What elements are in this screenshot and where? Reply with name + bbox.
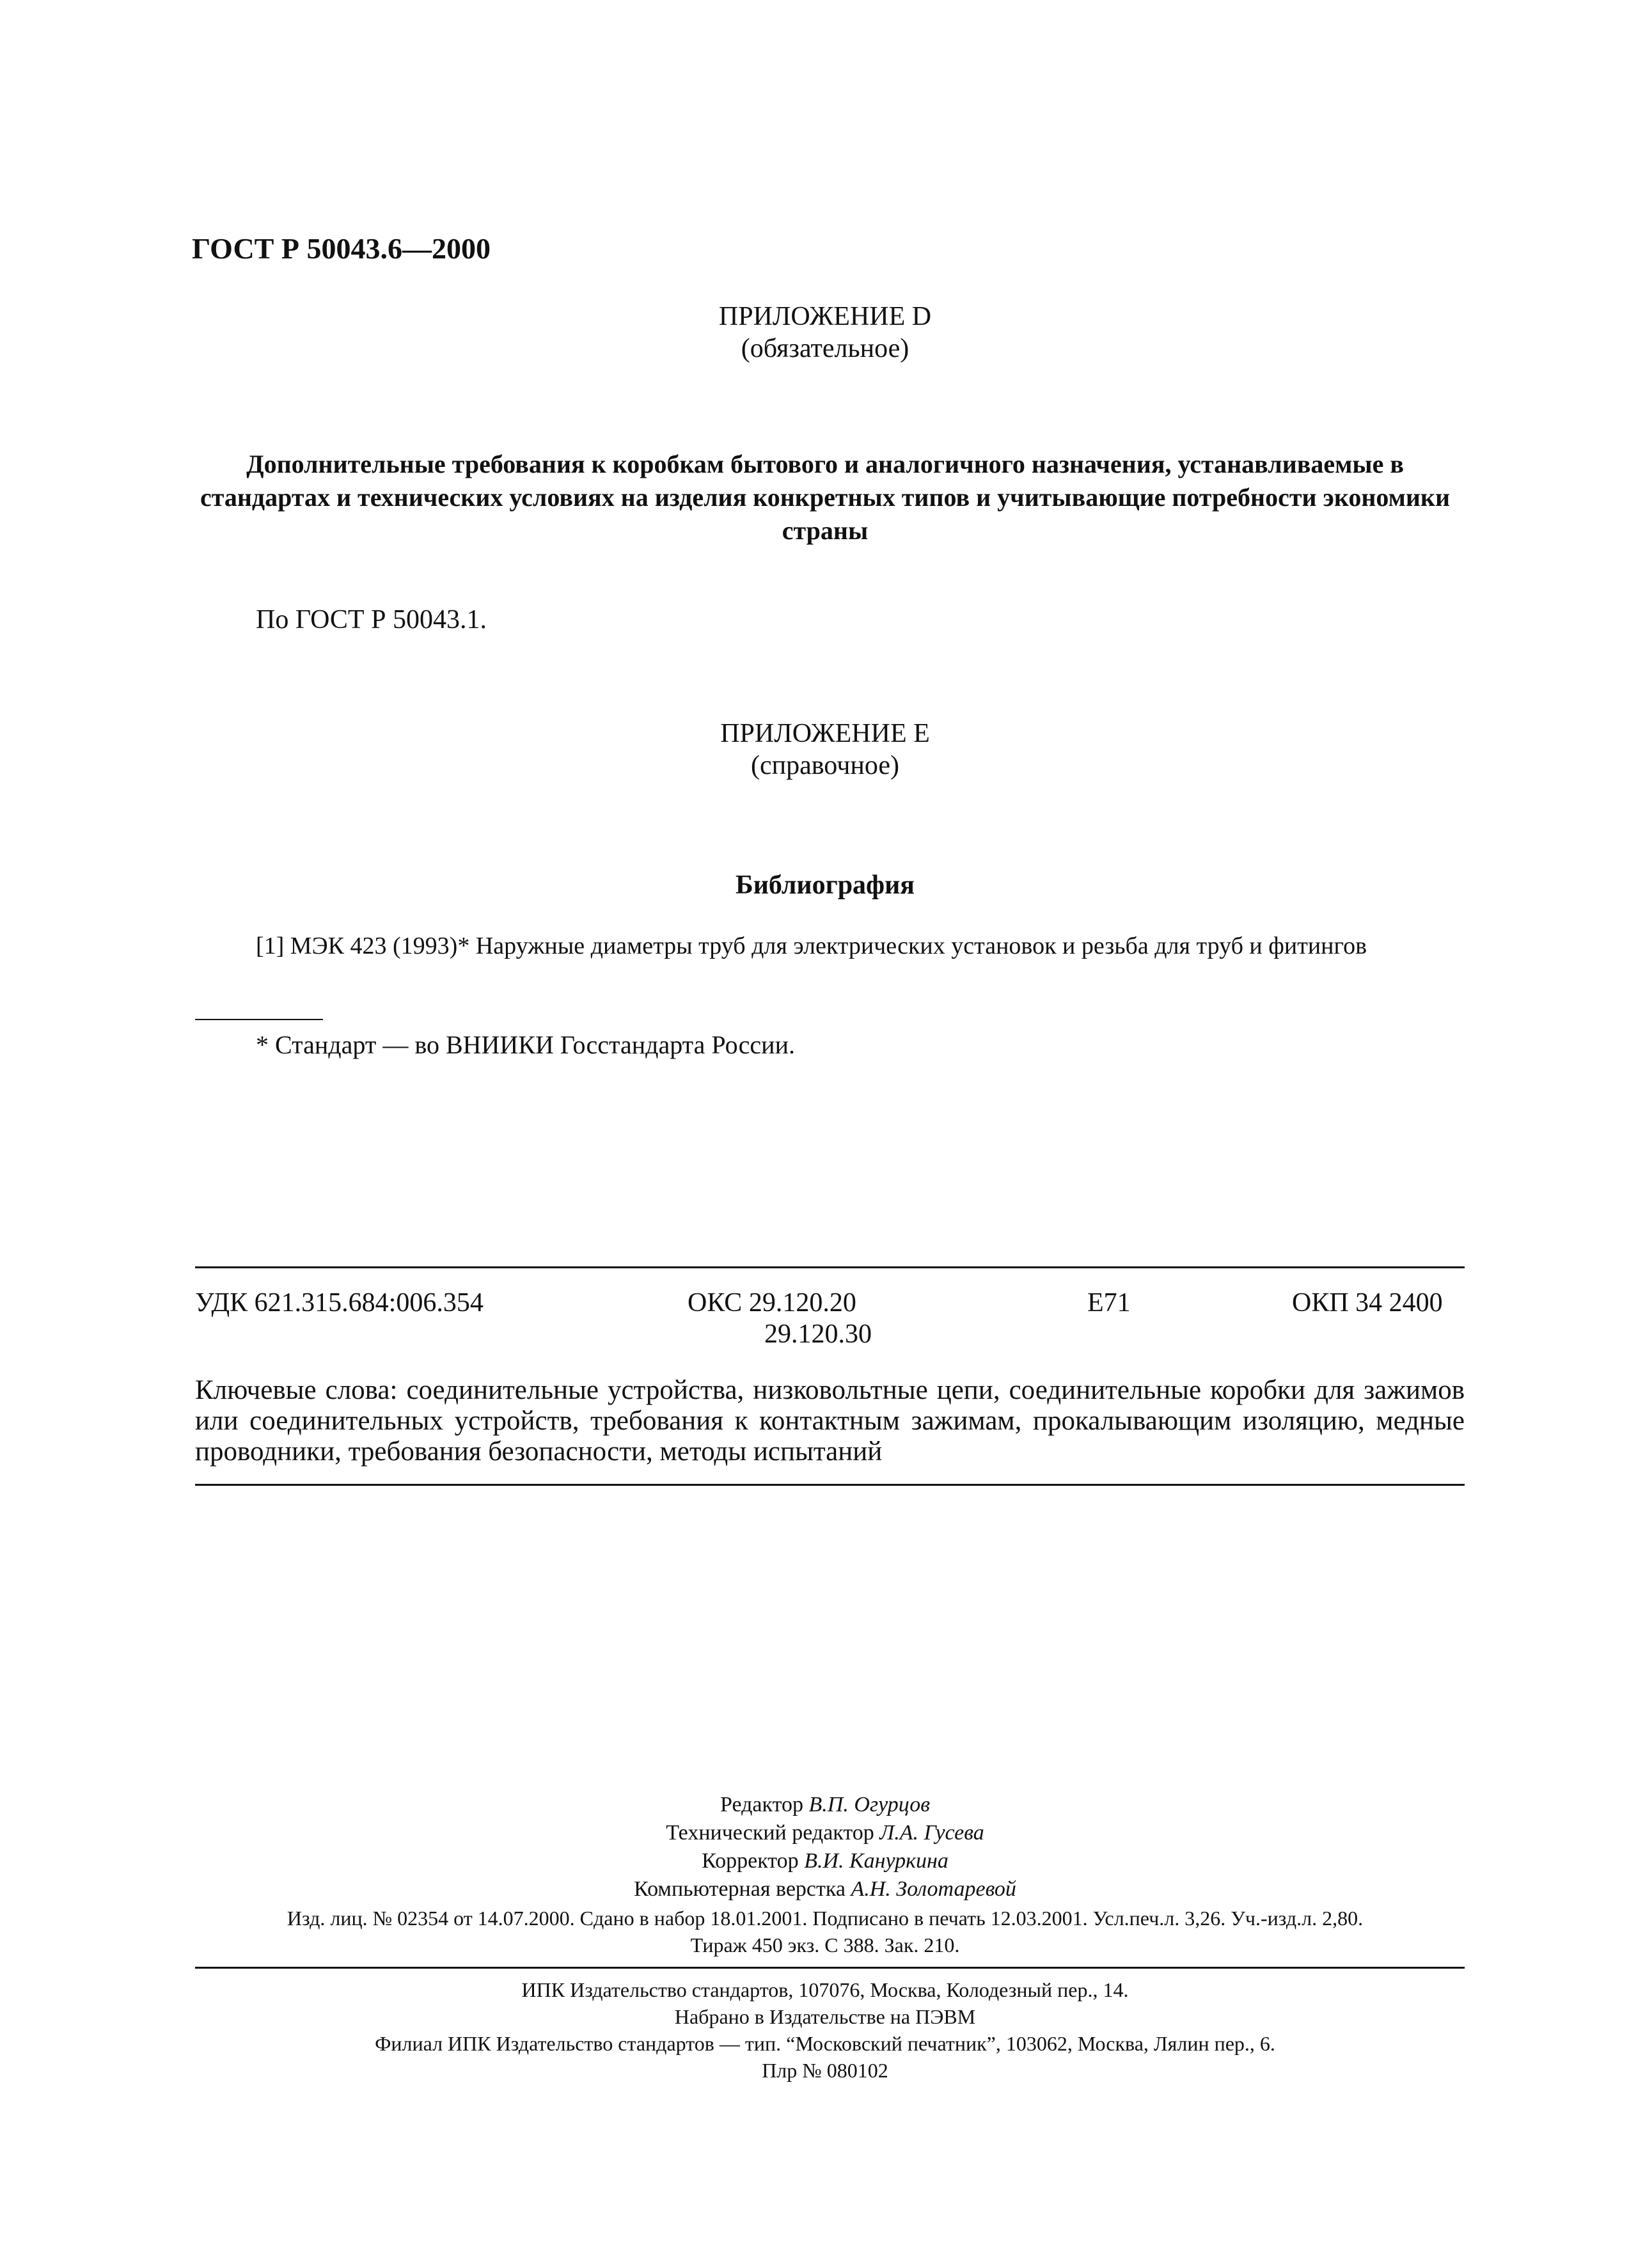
publishing-line-2: Тираж 450 экз. С 388. Зак. 210. — [690, 1933, 960, 1957]
oks-code-2: 29.120.30 — [764, 1319, 872, 1349]
appendix-d-title: ПРИЛОЖЕНИЕ D — [718, 302, 932, 331]
appendix-d-heading: Дополнительные требования к коробкам бытового и аналогичного назначения, устанавливаемые в стандартах и технических условиях на изделия конкретных типов и учитывающие потребности экономики страны — [200, 450, 1451, 545]
footnote-divider — [195, 1019, 323, 1020]
okp-code: ОКП 34 2400 — [1292, 1288, 1443, 1318]
bibliography-heading: Библиография — [735, 870, 915, 900]
credit-layout: Компьютерная верстка А.Н. Золотаревой — [634, 1877, 1016, 1901]
footnote: * Стандарт — во ВНИИКИ Госстандарта России. — [256, 1030, 795, 1059]
publishing-info — [192, 1905, 1458, 1958]
e71-code: Е71 — [1087, 1288, 1131, 1318]
gost-code: ГОСТ Р 50043.6—2000 — [192, 232, 491, 265]
credit-corrector: Корректор В.И. Кануркина — [702, 1849, 948, 1873]
oks-code-1: ОКС 29.120.20 — [688, 1288, 856, 1318]
classification-top-rule — [195, 1266, 1465, 1268]
appendix-e-title: ПРИЛОЖЕНИЕ Е — [720, 719, 930, 748]
bibliography-item: [1] МЭК 423 (1993)* Наружные диаметры труб для электрических установок и резьба для труб и фитингов — [256, 933, 1367, 959]
appendix-d-type: (обязательное) — [741, 334, 909, 363]
imprint-line-4: Плр № 080102 — [762, 2059, 888, 2082]
imprint-top-rule — [195, 1967, 1465, 1969]
appendix-d-text: По ГОСТ Р 50043.1. — [256, 605, 487, 634]
imprint — [192, 1976, 1458, 2084]
imprint-line-2: Набрано в Издательстве на ПЭВМ — [674, 2005, 976, 2028]
credits — [192, 1791, 1458, 1903]
udk-code: УДК 621.315.684:006.354 — [195, 1288, 484, 1318]
imprint-line-3: Филиал ИПК Издательство стандартов — тип. “Московский печатник”, 103062, Москва, Лялин пер., 6. — [375, 2032, 1275, 2055]
imprint-line-1: ИПК Издательство стандартов, 107076, Москва, Колодезный пер., 14. — [521, 1978, 1129, 2001]
keywords-bottom-rule — [195, 1484, 1465, 1486]
credit-editor: Редактор В.П. Огурцов — [720, 1793, 930, 1816]
keywords: Ключевые слова: соединительные устройства, низковольтные цепи, соединительные коробки для зажимов или соединительных устройств, требования к контактным зажимам, прокалывающим изоляцию, медные проводники, требования безопасности, методы испытаний — [195, 1375, 1465, 1467]
credit-tech-editor: Технический редактор Л.А. Гусева — [666, 1821, 984, 1845]
publishing-line-1: Изд. лиц. № 02354 от 14.07.2000. Сдано в набор 18.01.2001. Подписано в печать 12.03.2001. Усл.печ.л. 3,26. Уч.-изд.л. 2,80. — [287, 1907, 1364, 1930]
appendix-e-type: (справочное) — [751, 751, 899, 780]
